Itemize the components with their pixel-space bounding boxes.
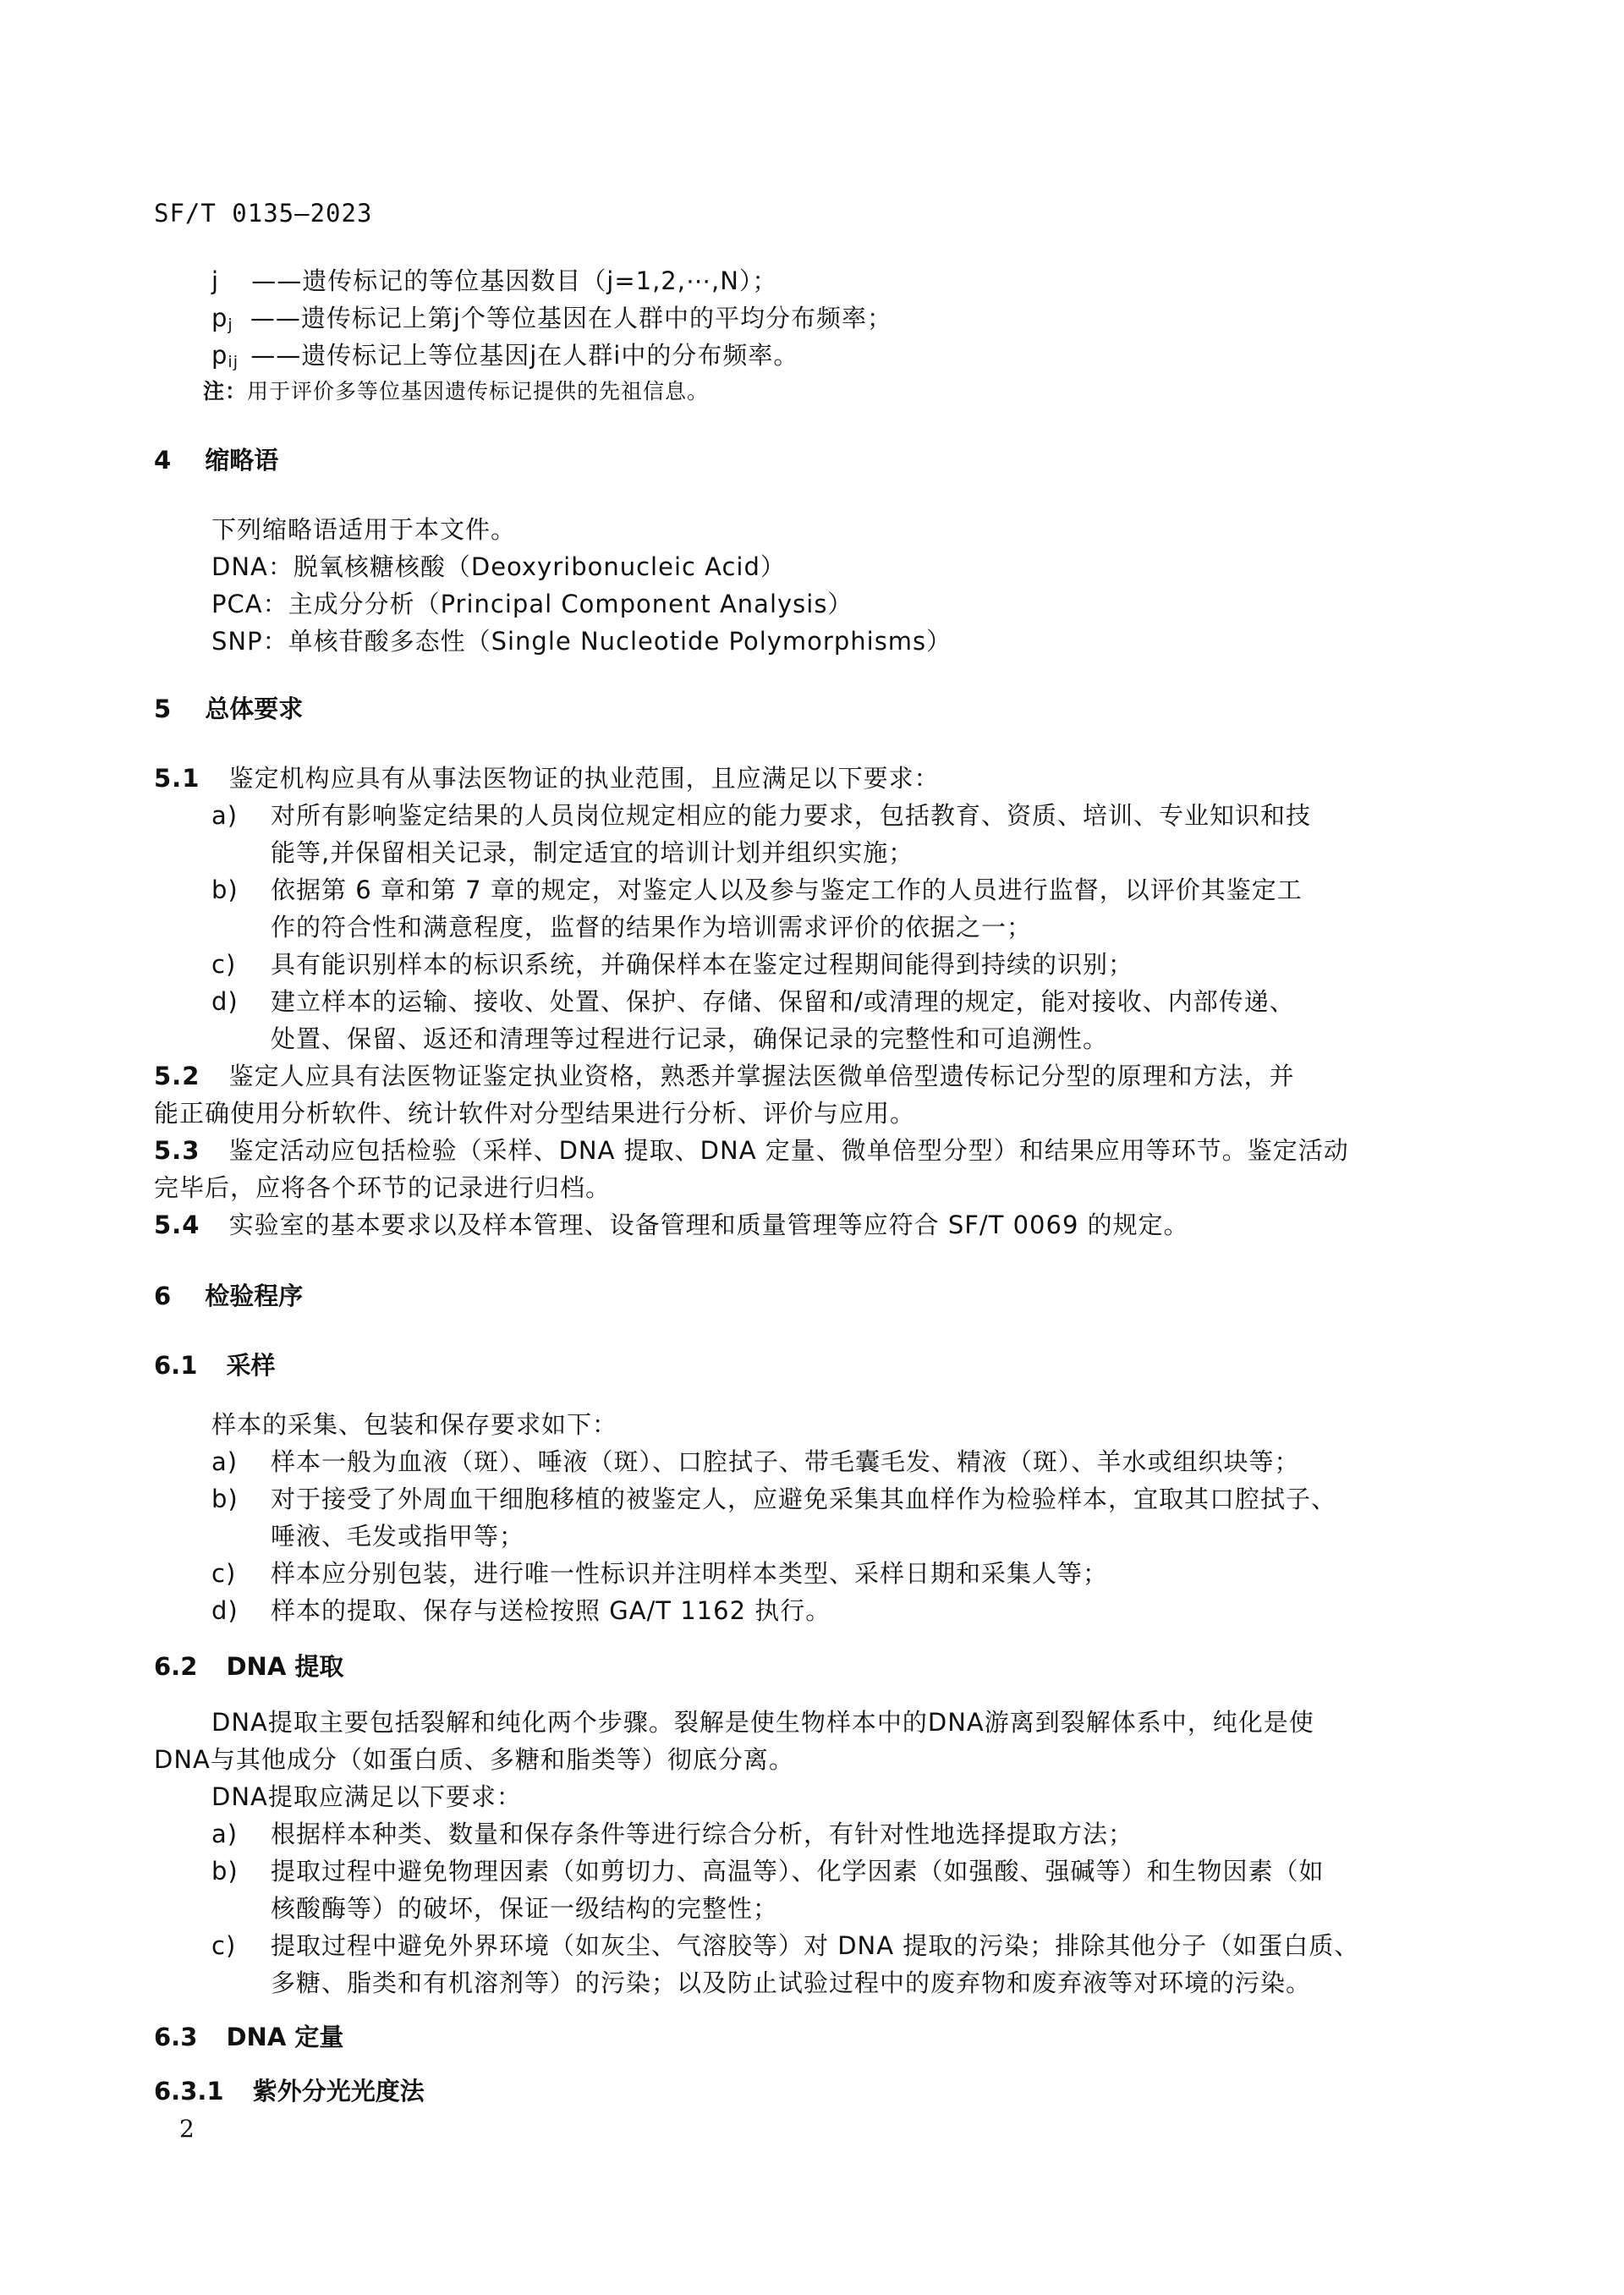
- list-item: [211, 873, 1303, 907]
- clause-text: 鉴定活动应包括检验（采样、DNA 提取、DNA 定量、微单倍型分型）和结果应用等环节。鉴定活动: [228, 1136, 1349, 1165]
- section-number: 4: [154, 446, 172, 475]
- page-number: 2: [179, 2115, 195, 2143]
- clause-continuation: 能正确使用分析软件、统计软件对分型结果进行分析、评价与应用。: [154, 1099, 916, 1128]
- list-item-continuation: 唾液、毛发或指甲等；: [271, 1522, 525, 1551]
- symbol-row: [211, 264, 777, 298]
- section-heading: [154, 1279, 303, 1313]
- symbol: p: [211, 341, 228, 370]
- list-label: b): [211, 1857, 239, 1886]
- section-number: 6: [154, 1282, 172, 1310]
- subsection-number: 6.3: [154, 2023, 198, 2051]
- list-text: 建立样本的运输、接收、处置、保护、存储、保留和/或清理的规定，能对接收、内部传递、: [271, 987, 1295, 1016]
- clause: [154, 1059, 1295, 1093]
- paragraph: 下列缩略语适用于本文件。: [211, 515, 517, 544]
- list-item-continuation: 处置、保留、返还和清理等过程进行记录，确保记录的完整性和可追溯性。: [271, 1024, 1109, 1053]
- list-label: c): [211, 1931, 237, 1960]
- list-item: [211, 1594, 831, 1628]
- list-item: [211, 1445, 1300, 1479]
- list-item-continuation: 作的符合性和满意程度，监督的结果作为培训需求评价的依据之一；: [271, 913, 1033, 942]
- list-label: b): [211, 876, 239, 904]
- symbol: p: [211, 304, 228, 332]
- symbol-desc: ——遗传标记的等位基因数目（j=1,2,⋯,N）；: [251, 266, 778, 295]
- subsection-title: DNA 定量: [226, 2023, 344, 2051]
- subsection-title: 采样: [226, 1351, 276, 1380]
- list-text: 提取过程中避免外界环境（如灰尘、气溶胶等）对 DNA 提取的污染；排除其他分子（如蛋白质、: [271, 1931, 1360, 1960]
- list-label: a): [211, 1820, 239, 1848]
- subsection-number: 6.1: [154, 1351, 198, 1380]
- list-label: c): [211, 1559, 237, 1588]
- standard-code: SF/T 0135—2023: [154, 199, 373, 228]
- note: [203, 377, 709, 406]
- list-text: 根据样本种类、数量和保存条件等进行综合分析，有针对性地选择提取方法；: [271, 1820, 1134, 1848]
- symbol: j: [211, 266, 220, 295]
- list-text: 依据第 6 章和第 7 章的规定，对鉴定人以及参与鉴定工作的人员进行监督，以评价其鉴定工: [271, 876, 1303, 904]
- list-item-continuation: 能等,并保留相关记录，制定适宜的培训计划并组织实施；: [271, 838, 914, 867]
- paragraph: 样本的采集、包装和保存要求如下：: [211, 1410, 618, 1439]
- clause-number: 5.4: [154, 1211, 200, 1239]
- symbol-desc: ——遗传标记上第j个等位基因在人群中的平均分布频率；: [250, 304, 892, 332]
- paragraph: DNA提取主要包括裂解和纯化两个步骤。裂解是使生物样本中的DNA游离到裂解体系中，纯化是使: [211, 1708, 1314, 1737]
- list-item: [211, 799, 1312, 832]
- list-label: a): [211, 801, 239, 830]
- list-text: 具有能识别样本的标识系统，并确保样本在鉴定过程期间能得到持续的识别；: [271, 950, 1134, 979]
- symbol-subscript: ij: [228, 353, 239, 371]
- subsection-heading: [154, 1650, 343, 1683]
- symbol-row: [211, 301, 892, 342]
- clause: [154, 1208, 1189, 1242]
- list-item: [211, 947, 1134, 981]
- paragraph: DNA提取应满足以下要求：: [211, 1782, 522, 1811]
- section-number: 5: [154, 695, 172, 723]
- subsection-number: 6.3.1: [154, 2077, 224, 2106]
- list-text: 对所有影响鉴定结果的人员岗位规定相应的能力要求，包括教育、资质、培训、专业知识和技: [271, 801, 1312, 830]
- subsection-heading: [154, 2074, 425, 2108]
- symbol-desc: ——遗传标记上等位基因j在人群i中的分布频率。: [250, 341, 799, 370]
- list-label: a): [211, 1447, 239, 1476]
- section-heading: [154, 443, 278, 477]
- clause-text: 实验室的基本要求以及样本管理、设备管理和质量管理等应符合 SF/T 0069 的规定。: [228, 1211, 1189, 1239]
- clause-text: 鉴定人应具有法医物证鉴定执业资格，熟悉并掌握法医微单倍型遗传标记分型的原理和方法，并: [228, 1062, 1295, 1090]
- list-text: 样本一般为血液（斑）、唾液（斑）、口腔拭子、带毛囊毛发、精液（斑）、羊水或组织块等；: [271, 1447, 1300, 1476]
- abbreviation-item: PCA：主成分分析（Principal Component Analysis）: [211, 590, 853, 618]
- clause-number: 5.2: [154, 1062, 200, 1090]
- clause-continuation: 完毕后，应将各个环节的记录进行归档。: [154, 1173, 612, 1202]
- list-item: [211, 1482, 1337, 1516]
- clause-number: 5.3: [154, 1136, 200, 1165]
- paragraph-continuation: DNA与其他成分（如蛋白质、多糖和脂类等）彻底分离。: [154, 1745, 794, 1774]
- list-text: 提取过程中避免物理因素（如剪切力、高温等）、化学因素（如强酸、强碱等）和生物因素（如: [271, 1857, 1325, 1886]
- list-item-continuation: 核酸酶等）的破坏，保证一级结构的完整性；: [271, 1894, 779, 1923]
- list-label: c): [211, 950, 237, 979]
- section-title: 缩略语: [205, 446, 279, 475]
- clause: [154, 1134, 1349, 1167]
- list-text: 样本的提取、保存与送检按照 GA/T 1162 执行。: [271, 1596, 831, 1625]
- list-item: [211, 1817, 1134, 1851]
- symbol-row: [211, 338, 798, 379]
- list-item-continuation: 多糖、脂类和有机溶剂等）的污染；以及防止试验过程中的废弃物和废弃液等对环境的污染。: [271, 1968, 1312, 1997]
- note-text: 用于评价多等位基因遗传标记提供的先祖信息。: [247, 379, 710, 404]
- list-text: 样本应分别包装，进行唯一性标识并注明样本类型、采样日期和采集人等；: [271, 1559, 1109, 1588]
- list-text: 对于接受了外周血干细胞移植的被鉴定人，应避免采集其血样作为检验样本，宜取其口腔拭子、: [271, 1485, 1337, 1513]
- section-title: 检验程序: [205, 1282, 304, 1310]
- subsection-title: DNA 提取: [226, 1652, 344, 1681]
- subsection-title: 紫外分光光度法: [252, 2077, 425, 2106]
- abbreviation-item: DNA：脱氧核糖核酸（Deoxyribonucleic Acid）: [211, 552, 786, 581]
- subsection-heading: [154, 1348, 276, 1382]
- list-label: d): [211, 1596, 239, 1625]
- subsection-heading: [154, 2020, 343, 2054]
- clause-text: 鉴定机构应具有从事法医物证的执业范围，且应满足以下要求：: [228, 764, 940, 793]
- symbol-subscript: j: [228, 316, 233, 334]
- abbreviation-item: SNP：单核苷酸多态性（Single Nucleotide Polymorphisms）: [211, 627, 952, 656]
- list-item: [211, 1557, 1109, 1590]
- clause-number: 5.1: [154, 764, 200, 793]
- list-item: [211, 1929, 1360, 1963]
- section-title: 总体要求: [205, 695, 304, 723]
- list-label: d): [211, 987, 239, 1016]
- list-item: [211, 1854, 1325, 1888]
- section-heading: [154, 692, 303, 726]
- subsection-number: 6.2: [154, 1652, 198, 1681]
- clause: [154, 761, 940, 795]
- list-label: b): [211, 1485, 239, 1513]
- list-item: [211, 985, 1295, 1018]
- note-label: 注：: [203, 379, 248, 404]
